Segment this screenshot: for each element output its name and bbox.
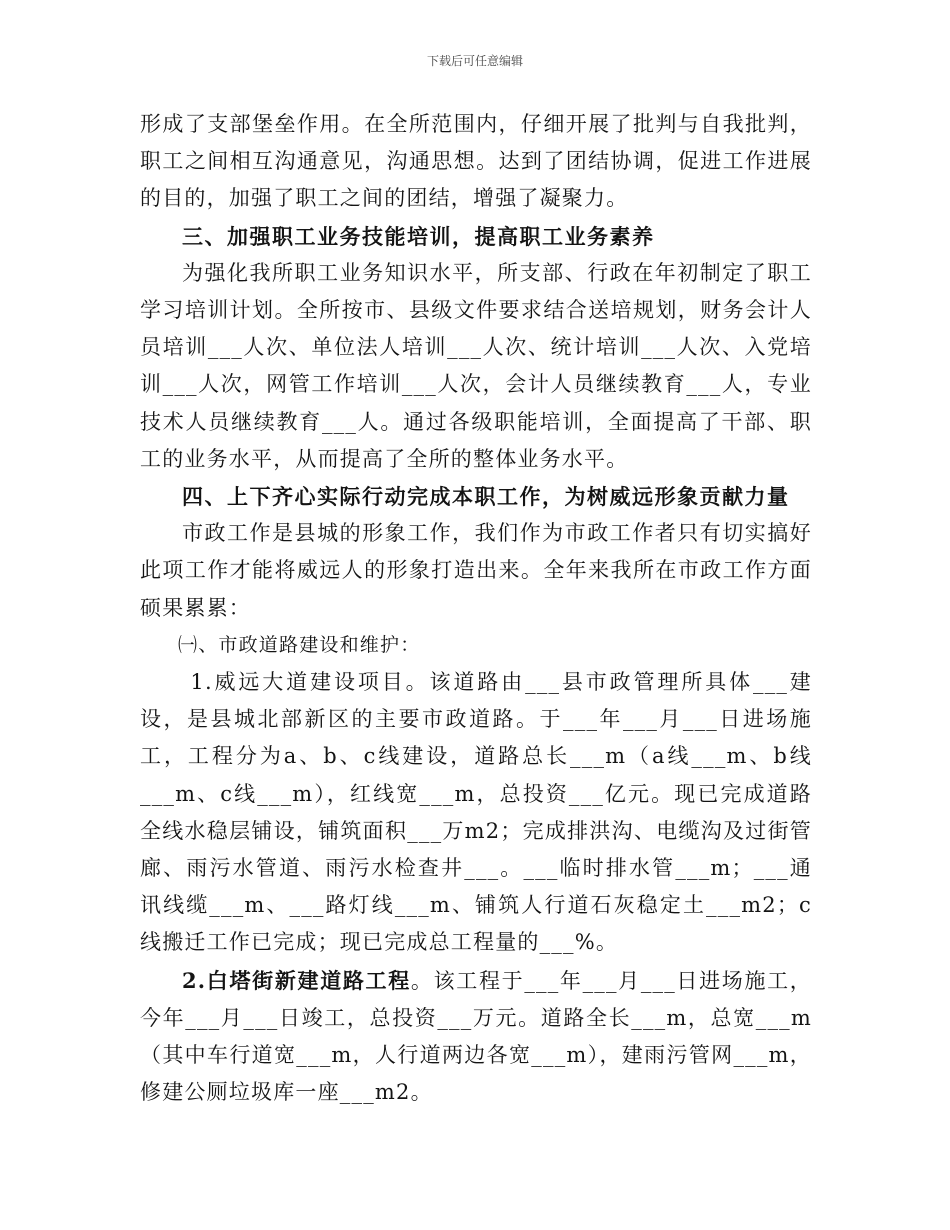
document-body [140,106,812,1111]
paragraph-municipal: 市政工作是县城的形象工作，我们作为市政工作者只有切实搞好此项工作才能将威远人的形象打造出来。全年来我所在市政工作方面硕果累累： [140,521,812,620]
section-heading-3: 三、加强职工业务技能培训，提高职工业务素养 [182,223,655,249]
subsection-heading-1: ㈠、市政道路建设和维护： [178,633,421,656]
paragraph-training: 为强化我所职工业务知识水平，所支部、行政在年初制定了职工学习培训计划。全所按市、县级文件要求结合送培规划，财务会计人员培训___人次、单位法人培训___人次、统计培训___人次、入党培训___人次，网管工作培训___人次，会计人员继续教育___人，专业技术人员继续教育___人。通过各级职能培训，全面提高了干部、职工的业务水平，从而提高了全所的整体业务水平。 [140,260,812,471]
item-body-text: 。该工程于___年___月___日进场施工，今年___月___日竣工，总投资___万元。道路全长___m，总宽___m（其中车行道宽___m，人行道两边各宽___m），建雨污管网___m，修建公厕垃圾库一座___m2。 [140,968,813,1105]
paragraph-intro: 形成了支部堡垒作用。在全所范围内，仔细开展了批判与自我批判，职工之间相互沟通意见，沟通思想。达到了团结协调，促进工作进展的目的，加强了职工之间的团结，增强了凝聚力。 [140,112,812,211]
list-item-baita-street [140,962,812,1112]
item-lead-text: 2.白塔街新建道路工程 [182,967,411,993]
section-heading-4: 四、上下齐心实际行动完成本职工作，为树威远形象贡献力量 [182,484,790,510]
page-header: 下载后可任意编辑 [426,54,523,68]
list-item-weiyuan-avenue: 1.威远大道建设项目。该道路由___县市政管理所具体___建设，是县城北部新区的主要市政道路。于___年___月___日进场施工，工程分为a、b、c线建设，道路总长___m（a线___m、b线___m、c线___m），红线宽___m，总投资___亿元。现已完成道路全线水稳层铺设，铺筑面积___万m2；完成排洪沟、电缆沟及过街管廊、雨污水管道、雨污水检查井___。___临时排水管___m；___通讯线缆___m、___路灯线___m、铺筑人行道石灰稳定土___m2；c线搬迁工作已完成；现已完成总工程量的___%。 [140,670,812,955]
